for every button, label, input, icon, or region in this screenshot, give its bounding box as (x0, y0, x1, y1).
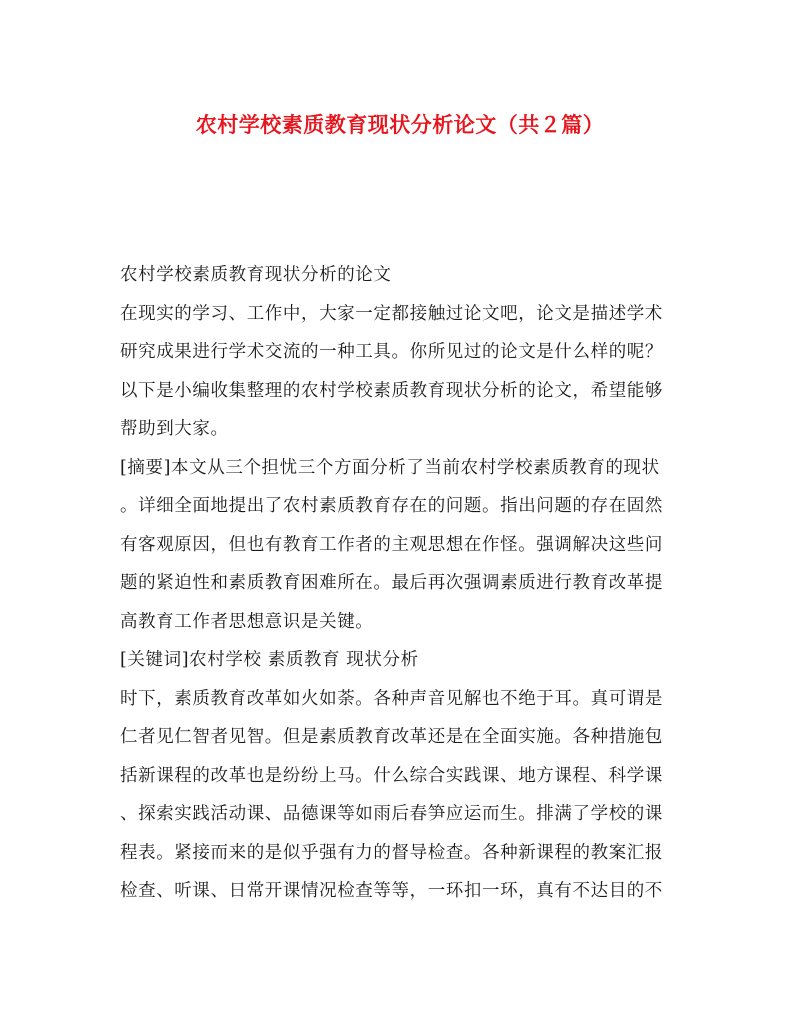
keywords-line: [关键词]农村学校 素质教育 现状分析 (120, 650, 419, 670)
abstract-line: 题的紧迫性和素质教育困难所在。最后再次强调素质进行教育改革提 (120, 573, 663, 593)
abstract-line: 高教育工作者思想意识是关键。 (120, 611, 374, 632)
paragraph-line: 时下，素质教育改革如火如荼。各种声音见解也不绝于耳。真可谓是 (120, 688, 663, 709)
document-body (120, 260, 680, 915)
subtitle-line: 农村学校素质教育现状分析的论文 (120, 265, 392, 285)
paragraph-line: 程表。紧接而来的是似乎强有力的督导检查。各种新课程的教案汇报 (120, 842, 663, 863)
abstract-line: 。详细全面地提出了农村素质教育存在的问题。指出问题的存在固然 (120, 496, 663, 516)
paragraph-line: 以下是小编收集整理的农村学校素质教育现状分析的论文，希望能够 (120, 380, 663, 401)
paragraph-line: 括新课程的改革也是纷纷上马。什么综合实践课、地方课程、科学课 (120, 765, 663, 786)
abstract-line: [摘要]本文从三个担忧三个方面分析了当前农村学校素质教育的现状 (120, 457, 660, 478)
abstract-line: 有客观原因，但也有教育工作者的主观思想在作怪。强调解决这些问 (120, 534, 663, 555)
document-title: 农村学校素质教育现状分析论文（共２篇） (195, 112, 605, 137)
paragraph-line: 检查、听课、日常开课情况检查等等，一环扣一环，真有不达目的不 (120, 881, 663, 901)
paragraph-line: 研究成果进行学术交流的一种工具。你所见过的论文是什么样的呢？ (120, 342, 663, 362)
paragraph-line: 在现实的学习、工作中，大家一定都接触过论文吧，论文是描述学术 (120, 303, 663, 324)
paragraph-line: 仁者见仁智者见智。但是素质教育改革还是在全面实施。各种措施包 (120, 727, 663, 747)
paragraph-line: 帮助到大家。 (120, 419, 229, 439)
paragraph-line: 、探索实践活动课、品德课等如雨后春笋应运而生。排满了学校的课 (120, 804, 663, 824)
